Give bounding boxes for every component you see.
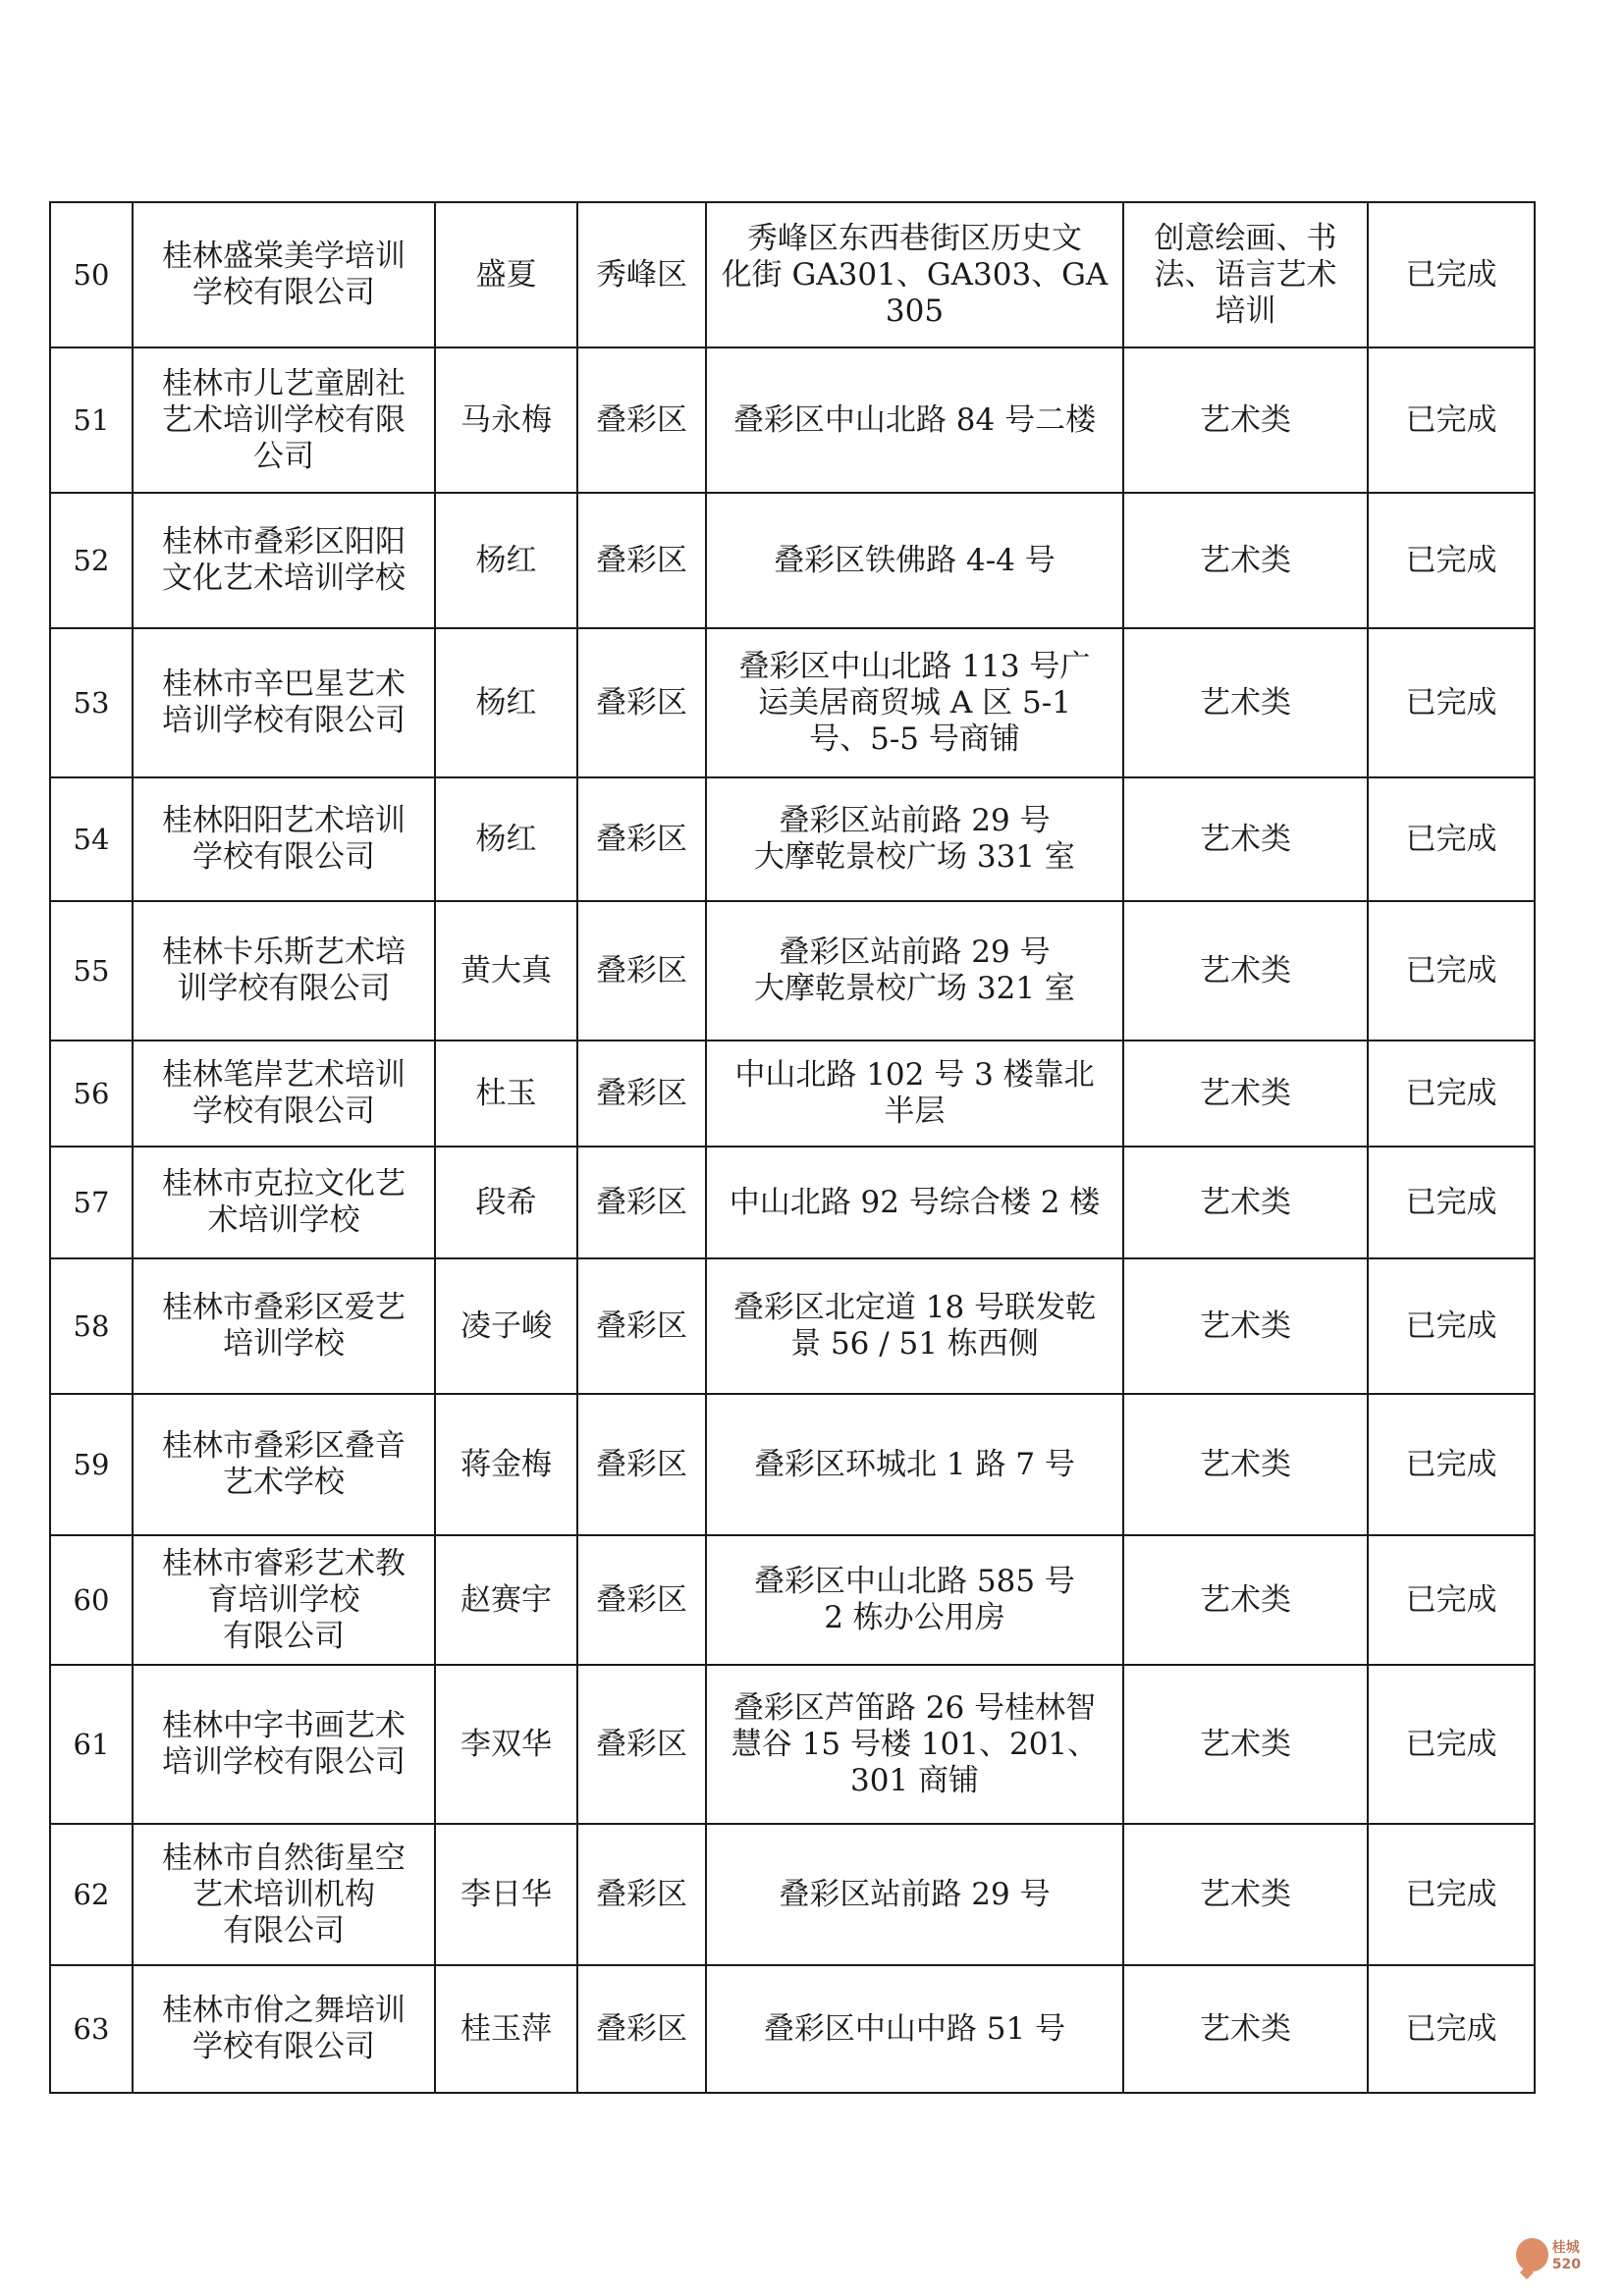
category: 艺术类	[1123, 777, 1368, 901]
district: 叠彩区	[577, 1394, 706, 1535]
row-number: 51	[50, 347, 133, 493]
address: 中山北路 102 号 3 楼靠北 半层	[706, 1041, 1123, 1147]
institution-name: 桂林市叠彩区阳阳 文化艺术培训学校	[133, 493, 435, 628]
table-row	[50, 1965, 1535, 2093]
table-row	[50, 901, 1535, 1041]
row-number: 53	[50, 628, 133, 777]
institution-name: 桂林卡乐斯艺术培 训学校有限公司	[133, 901, 435, 1041]
status: 已完成	[1368, 1535, 1535, 1665]
category: 创意绘画、书 法、语言艺术 培训	[1123, 202, 1368, 347]
legal-person: 马永梅	[435, 347, 577, 493]
table-row	[50, 1394, 1535, 1535]
legal-person: 段希	[435, 1147, 577, 1258]
legal-person: 黄大真	[435, 901, 577, 1041]
district: 叠彩区	[577, 1041, 706, 1147]
status: 已完成	[1368, 1665, 1535, 1824]
status: 已完成	[1368, 628, 1535, 777]
status: 已完成	[1368, 777, 1535, 901]
address: 叠彩区站前路 29 号 大摩乾景校广场 321 室	[706, 901, 1123, 1041]
legal-person: 李双华	[435, 1665, 577, 1824]
category: 艺术类	[1123, 1824, 1368, 1965]
row-number: 50	[50, 202, 133, 347]
category: 艺术类	[1123, 628, 1368, 777]
legal-person: 杨红	[435, 628, 577, 777]
district: 叠彩区	[577, 1965, 706, 2093]
table-row	[50, 202, 1535, 347]
address: 叠彩区中山北路 113 号广 运美居商贸城 A 区 5-1 号、5-5 号商铺	[706, 628, 1123, 777]
legal-person: 杨红	[435, 493, 577, 628]
table-row	[50, 1147, 1535, 1258]
row-number: 54	[50, 777, 133, 901]
status: 已完成	[1368, 202, 1535, 347]
category: 艺术类	[1123, 1965, 1368, 2093]
status: 已完成	[1368, 901, 1535, 1041]
district: 叠彩区	[577, 347, 706, 493]
institution-name: 桂林市儿艺童剧社 艺术培训学校有限 公司	[133, 347, 435, 493]
district: 叠彩区	[577, 1535, 706, 1665]
institution-name: 桂林市自然街星空 艺术培训机构 有限公司	[133, 1824, 435, 1965]
institution-name: 桂林阳阳艺术培训 学校有限公司	[133, 777, 435, 901]
institution-name: 桂林市佾之舞培训 学校有限公司	[133, 1965, 435, 2093]
row-number: 57	[50, 1147, 133, 1258]
category: 艺术类	[1123, 493, 1368, 628]
legal-person: 蒋金梅	[435, 1394, 577, 1535]
table-row	[50, 1258, 1535, 1394]
table-row	[50, 1824, 1535, 1965]
table-row	[50, 493, 1535, 628]
category: 艺术类	[1123, 1394, 1368, 1535]
table-row	[50, 1535, 1535, 1665]
address: 叠彩区中山北路 84 号二楼	[706, 347, 1123, 493]
table-row	[50, 628, 1535, 777]
row-number: 62	[50, 1824, 133, 1965]
district: 叠彩区	[577, 1665, 706, 1824]
institution-name: 桂林市克拉文化艺 术培训学校	[133, 1147, 435, 1258]
legal-person: 桂玉萍	[435, 1965, 577, 2093]
legal-person: 赵赛宇	[435, 1535, 577, 1665]
district: 叠彩区	[577, 1258, 706, 1394]
legal-person: 杨红	[435, 777, 577, 901]
chat-bubble-icon	[1516, 2238, 1548, 2271]
category: 艺术类	[1123, 1665, 1368, 1824]
category: 艺术类	[1123, 1535, 1368, 1665]
status: 已完成	[1368, 1824, 1535, 1965]
status: 已完成	[1368, 1147, 1535, 1258]
category: 艺术类	[1123, 901, 1368, 1041]
status: 已完成	[1368, 1965, 1535, 2093]
institution-name: 桂林笔岸艺术培训 学校有限公司	[133, 1041, 435, 1147]
status: 已完成	[1368, 493, 1535, 628]
address: 叠彩区中山北路 585 号 2 栋办公用房	[706, 1535, 1123, 1665]
district: 叠彩区	[577, 777, 706, 901]
table-body	[50, 202, 1535, 2093]
legal-person: 盛夏	[435, 202, 577, 347]
row-number: 52	[50, 493, 133, 628]
row-number: 60	[50, 1535, 133, 1665]
legal-person: 李日华	[435, 1824, 577, 1965]
district: 叠彩区	[577, 493, 706, 628]
institution-name: 桂林市辛巴星艺术 培训学校有限公司	[133, 628, 435, 777]
table-row	[50, 347, 1535, 493]
address: 叠彩区站前路 29 号	[706, 1824, 1123, 1965]
legal-person: 凌子峻	[435, 1258, 577, 1394]
category: 艺术类	[1123, 1147, 1368, 1258]
address: 秀峰区东西巷街区历史文 化街 GA301、GA303、GA305	[706, 202, 1123, 347]
status: 已完成	[1368, 1258, 1535, 1394]
category: 艺术类	[1123, 347, 1368, 493]
row-number: 61	[50, 1665, 133, 1824]
address: 叠彩区北定道 18 号联发乾 景 56 / 51 栋西侧	[706, 1258, 1123, 1394]
district: 叠彩区	[577, 1147, 706, 1258]
status: 已完成	[1368, 347, 1535, 493]
institution-name: 桂林盛棠美学培训 学校有限公司	[133, 202, 435, 347]
row-number: 59	[50, 1394, 133, 1535]
address: 叠彩区环城北 1 路 7 号	[706, 1394, 1123, 1535]
status: 已完成	[1368, 1041, 1535, 1147]
category: 艺术类	[1123, 1041, 1368, 1147]
row-number: 55	[50, 901, 133, 1041]
status: 已完成	[1368, 1394, 1535, 1535]
row-number: 63	[50, 1965, 133, 2093]
address: 叠彩区铁佛路 4-4 号	[706, 493, 1123, 628]
institution-name: 桂林市叠彩区叠音 艺术学校	[133, 1394, 435, 1535]
district: 叠彩区	[577, 628, 706, 777]
table-row	[50, 1665, 1535, 1824]
row-number: 56	[50, 1041, 133, 1147]
institution-name: 桂林中字书画艺术 培训学校有限公司	[133, 1665, 435, 1824]
table-row	[50, 777, 1535, 901]
district: 叠彩区	[577, 1824, 706, 1965]
institution-name: 桂林市叠彩区爱艺 培训学校	[133, 1258, 435, 1394]
institution-name: 桂林市睿彩艺术教 育培训学校 有限公司	[133, 1535, 435, 1665]
training-school-table	[49, 201, 1536, 2094]
address: 叠彩区芦笛路 26 号桂林智 慧谷 15 号楼 101、201、 301 商铺	[706, 1665, 1123, 1824]
table-row	[50, 1041, 1535, 1147]
site-watermark	[1516, 2227, 1606, 2282]
address: 中山北路 92 号综合楼 2 楼	[706, 1147, 1123, 1258]
district: 秀峰区	[577, 202, 706, 347]
district: 叠彩区	[577, 901, 706, 1041]
watermark-text: 桂城520	[1551, 2240, 1582, 2272]
category: 艺术类	[1123, 1258, 1368, 1394]
legal-person: 杜玉	[435, 1041, 577, 1147]
address: 叠彩区中山中路 51 号	[706, 1965, 1123, 2093]
address: 叠彩区站前路 29 号 大摩乾景校广场 331 室	[706, 777, 1123, 901]
row-number: 58	[50, 1258, 133, 1394]
